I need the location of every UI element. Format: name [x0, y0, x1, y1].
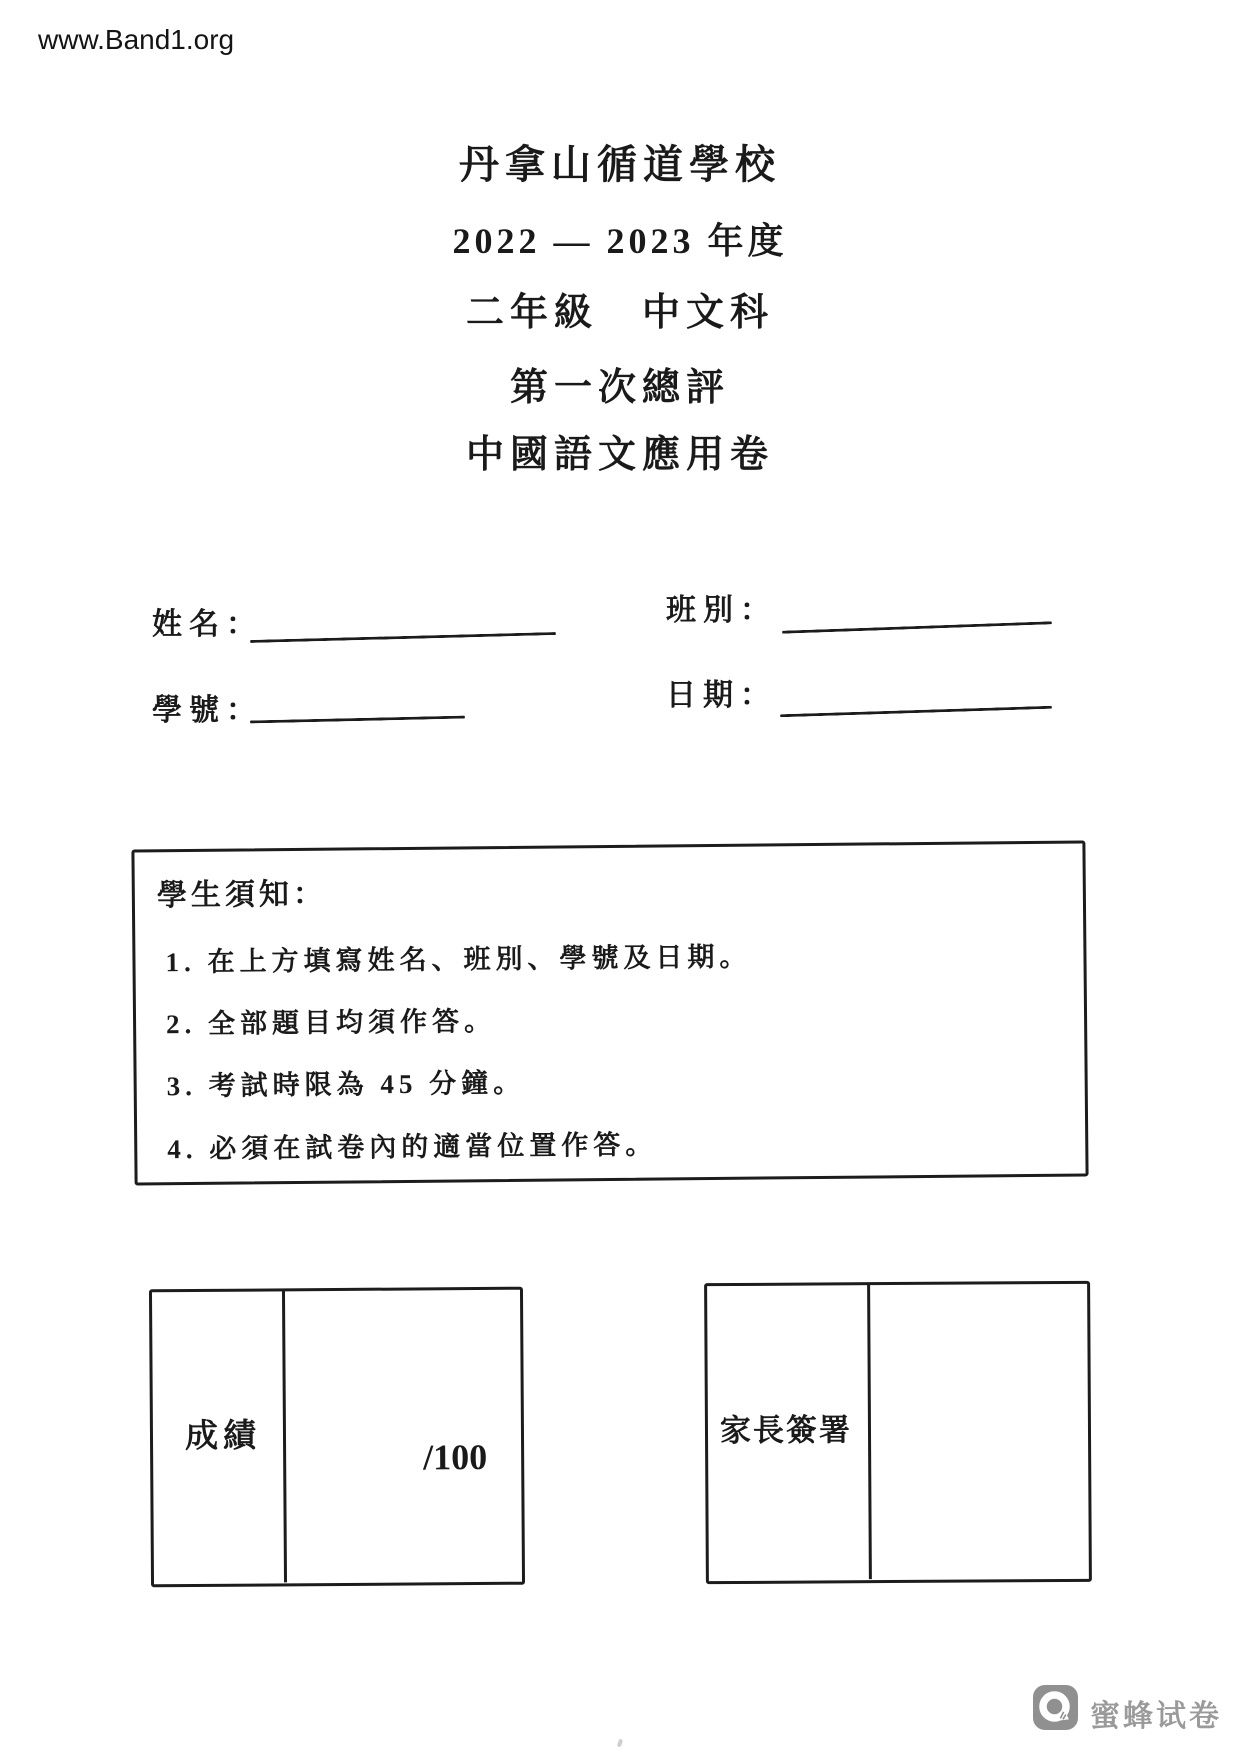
watermark-url: www.Band1.org [38, 24, 235, 55]
school-title: 丹拿山循道學校 [459, 142, 781, 187]
class-label: 班別： [666, 594, 777, 627]
notice-item: 3. 考試時限為 45 分鐘。 [166, 1067, 526, 1102]
date-blank-line [780, 706, 1052, 718]
signature-box-divider [867, 1284, 872, 1579]
notice-item: 4. 必須在試卷內的適當位置作答。 [167, 1129, 658, 1165]
notice-item: 1. 在上方填寫姓名、班別、學號及日期。 [165, 941, 752, 978]
grade-subject-title: 二年級 中文科 [465, 292, 774, 334]
name-label: 姓名： [152, 608, 263, 641]
date-label: 日期： [666, 679, 777, 712]
bee-logo-icon [1033, 1685, 1078, 1730]
scan-speck [617, 1739, 623, 1748]
year-title: 2022 — 2023 年度 [452, 221, 788, 261]
name-blank-line [250, 632, 556, 643]
score-total: /100 [423, 1436, 488, 1478]
score-box-divider [282, 1290, 287, 1582]
paper-title: 中國語文應用卷 [465, 434, 774, 476]
notice-item: 2. 全部題目均須作答。 [165, 1006, 497, 1040]
student-no-label: 學號： [152, 694, 263, 727]
class-blank-line [782, 621, 1052, 633]
score-label: 成績 [184, 1418, 262, 1456]
signature-label: 家長簽署 [719, 1412, 853, 1449]
student-notice-box [131, 840, 1088, 1185]
assessment-title: 第一次總評 [509, 367, 730, 409]
parent-signature-box [704, 1281, 1092, 1584]
notice-heading: 學生須知： [156, 877, 328, 913]
student-no-blank-line [250, 716, 465, 724]
brand-name: 蜜蜂试卷 [1090, 1700, 1222, 1733]
score-box [149, 1287, 525, 1588]
